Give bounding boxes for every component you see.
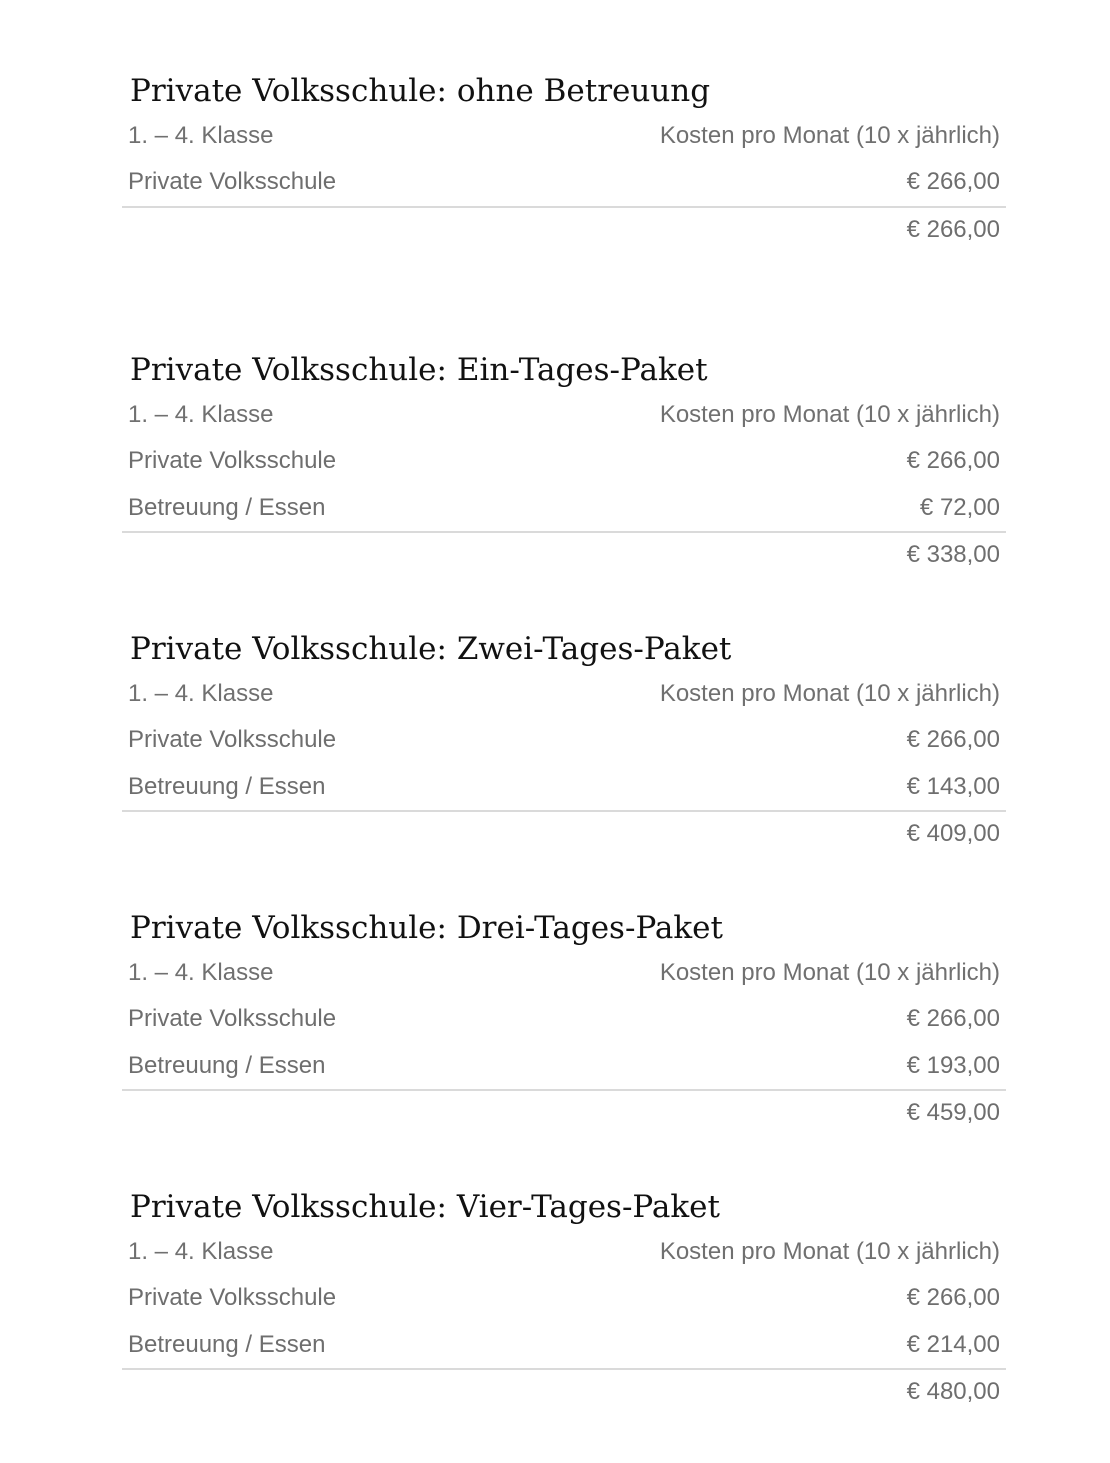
- line-item-label: Private Volksschule: [128, 1284, 337, 1311]
- line-item-label: Betreuung / Essen: [128, 772, 326, 800]
- line-item-amount: € 143,00: [906, 772, 1000, 800]
- line-item-label: Betreuung / Essen: [128, 1330, 326, 1358]
- total-row: [122, 533, 1006, 577]
- line-item-amount: € 193,00: [906, 1051, 1000, 1079]
- line-item-label: Private Volksschule: [128, 1005, 337, 1032]
- package-drei-tages: [122, 905, 1006, 1184]
- package-header-row: [122, 114, 1006, 159]
- line-item-label: Private Volksschule: [128, 447, 337, 474]
- line-item-amount: € 266,00: [906, 1005, 1000, 1032]
- line-item-label: Private Volksschule: [128, 726, 337, 753]
- total-amount: € 266,00: [906, 215, 1000, 243]
- cost-header: Kosten pro Monat (10 x jährlich): [659, 959, 1000, 986]
- line-item-label: Private Volksschule: [128, 168, 337, 195]
- total-amount: € 338,00: [906, 541, 1000, 568]
- line-item: [122, 717, 1006, 764]
- total-amount: € 459,00: [906, 1099, 1000, 1126]
- total-amount: € 480,00: [906, 1378, 1000, 1405]
- package-zwei-tages: [122, 626, 1006, 905]
- line-item-amount: € 214,00: [906, 1330, 1000, 1358]
- price-list: [122, 68, 1006, 1463]
- package-title: Private Volksschule: Zwei-Tages-Paket: [130, 631, 732, 667]
- package-title: Private Volksschule: Drei-Tages-Paket: [130, 910, 723, 946]
- package-title: Private Volksschule: ohne Betreuung: [130, 73, 711, 109]
- grade-label: 1. – 4. Klasse: [128, 401, 274, 428]
- line-item: [122, 1275, 1006, 1322]
- package-header-row: [122, 672, 1006, 717]
- package-vier-tages: [122, 1184, 1006, 1463]
- cost-header: Kosten pro Monat (10 x jährlich): [659, 401, 1000, 428]
- package-ein-tages: [122, 347, 1006, 626]
- package-title: Private Volksschule: Ein-Tages-Paket: [130, 352, 708, 388]
- line-item: [122, 438, 1006, 485]
- cost-header: Kosten pro Monat (10 x jährlich): [659, 680, 1000, 707]
- grade-label: 1. – 4. Klasse: [128, 959, 274, 986]
- grade-label: 1. – 4. Klasse: [128, 1238, 274, 1265]
- line-item-label: Betreuung / Essen: [128, 493, 326, 521]
- cost-header: Kosten pro Monat (10 x jährlich): [659, 1238, 1000, 1265]
- line-item: [122, 159, 1006, 206]
- line-item-amount: € 266,00: [906, 168, 1000, 195]
- line-item-amount: € 266,00: [906, 726, 1000, 753]
- total-row: [122, 208, 1006, 252]
- total-row: [122, 1091, 1006, 1135]
- package-header-row: [122, 951, 1006, 996]
- line-item: [122, 1043, 1006, 1090]
- line-item-label: Betreuung / Essen: [128, 1051, 326, 1079]
- grade-label: 1. – 4. Klasse: [128, 680, 274, 707]
- line-item: [122, 996, 1006, 1043]
- package-header-row: [122, 393, 1006, 438]
- total-row: [122, 812, 1006, 856]
- package-header-row: [122, 1230, 1006, 1275]
- line-item-amount: € 266,00: [906, 447, 1000, 474]
- total-row: [122, 1370, 1006, 1414]
- line-item-amount: € 266,00: [906, 1284, 1000, 1311]
- grade-label: 1. – 4. Klasse: [128, 122, 274, 149]
- line-item-amount: € 72,00: [919, 493, 1000, 521]
- cost-header: Kosten pro Monat (10 x jährlich): [659, 122, 1000, 149]
- total-amount: € 409,00: [906, 820, 1000, 847]
- line-item: [122, 1322, 1006, 1369]
- line-item: [122, 764, 1006, 811]
- line-item: [122, 485, 1006, 532]
- package-title: Private Volksschule: Vier-Tages-Paket: [130, 1189, 720, 1225]
- package-ohne-betreuung: [122, 68, 1006, 347]
